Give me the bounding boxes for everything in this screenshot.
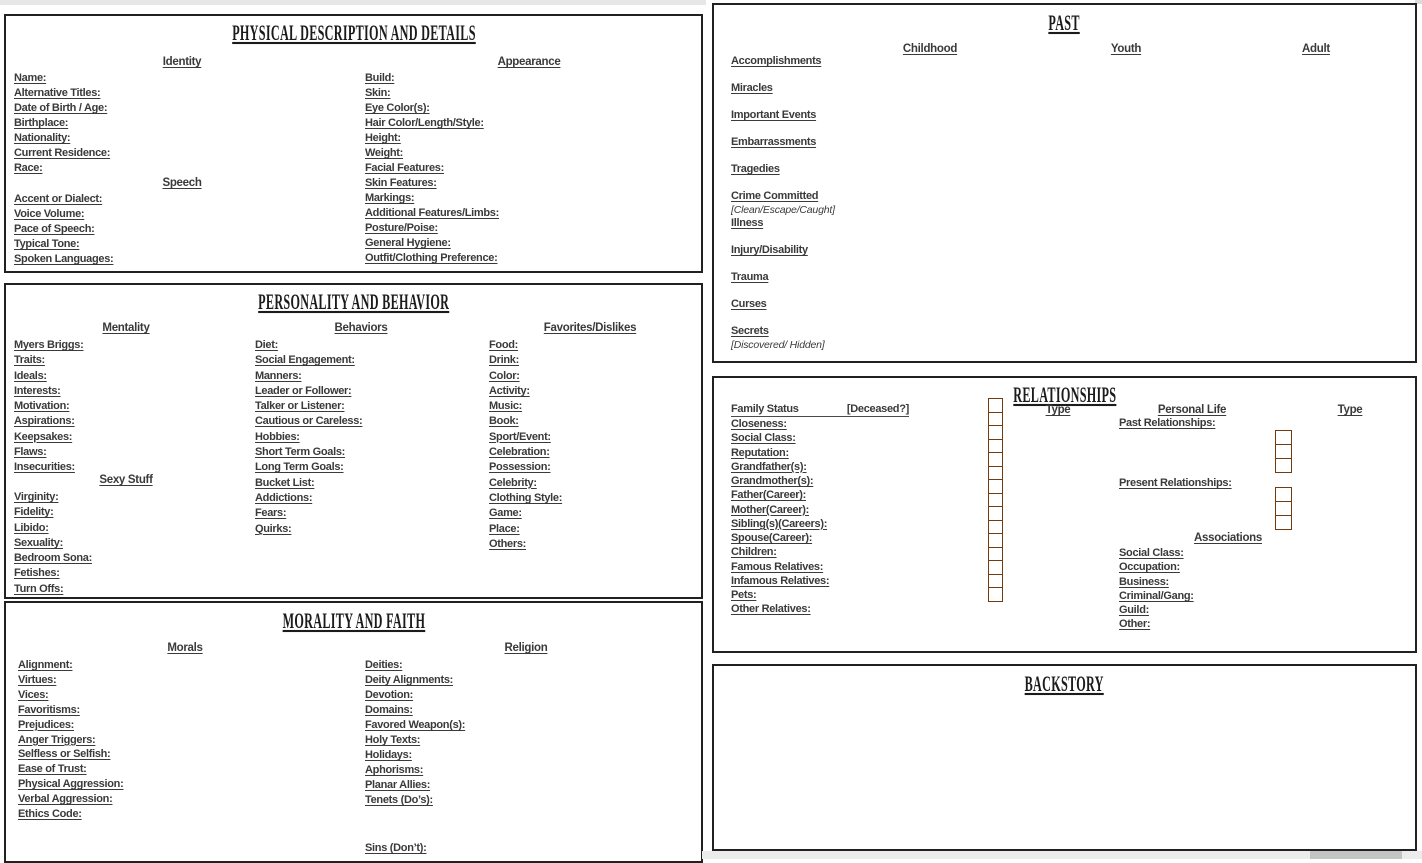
field-label: Favored Weapon(s): (365, 719, 466, 731)
field-label: Leader or Follower: (255, 384, 352, 397)
horizontal-scrollbar[interactable] (702, 851, 1422, 859)
field-label: Ease of Trust: (18, 763, 87, 776)
field-label: Voice Volume: (14, 208, 85, 220)
religion-fields (365, 658, 465, 808)
field-label: Prejudices: (18, 718, 75, 731)
field-label: Talker or Listener: (255, 400, 345, 413)
column-header-childhood: Childhood (902, 43, 958, 55)
field-label: Diet: (255, 339, 278, 351)
field-label: Grandfather(s): (731, 460, 807, 473)
field-label: Vices: (18, 688, 49, 701)
field-label: Color: (489, 369, 520, 382)
field-label: Holy Texts: (365, 734, 421, 746)
field-label: Addictions: (255, 491, 313, 504)
subheading-sexy-stuff: Sexy Stuff (99, 474, 153, 486)
field-label: Alternative Titles: (14, 87, 101, 99)
field-label: Other: (1119, 618, 1151, 631)
past-relationships-checkbox-column (1275, 431, 1292, 473)
field-label: Weight: (365, 147, 404, 159)
section-title-physical (6, 19, 701, 46)
field-label: Planar Allies: (365, 779, 431, 791)
field-label: Traits: (14, 354, 45, 367)
field-label: Bedroom Sona: (14, 552, 92, 565)
past-row (731, 298, 835, 325)
past-row (731, 55, 835, 82)
past-row (731, 325, 835, 352)
field-label: Skin: (365, 87, 391, 99)
field-label: Sport/Event: (489, 430, 551, 443)
horizontal-scrollbar-thumb[interactable] (1310, 851, 1402, 859)
sexy-stuff-fields (14, 490, 92, 597)
section-title-backstory (714, 670, 1415, 697)
field-label: Motivation: (14, 400, 70, 413)
section-physical-description (4, 14, 703, 273)
field-label: Build: (365, 72, 395, 84)
field-label: Sexuality: (14, 536, 63, 549)
morals-fields (18, 658, 123, 822)
family-status-header-line (731, 403, 909, 417)
field-label: Book: (489, 415, 519, 428)
checkbox-cell[interactable] (988, 547, 1003, 562)
field-label: Secrets (731, 325, 769, 337)
field-label: Children: (731, 546, 777, 559)
checkbox-cell[interactable] (988, 398, 1003, 413)
field-label: Business: (1119, 575, 1169, 588)
field-label: Height: (365, 132, 401, 144)
checkbox-cell[interactable] (988, 533, 1003, 548)
field-label: Hobbies: (255, 430, 300, 443)
section-backstory (712, 664, 1417, 851)
field-label: Guild: (1119, 604, 1149, 617)
past-row (731, 244, 835, 271)
appearance-fields (365, 71, 499, 266)
field-label: Deity Alignments: (365, 674, 454, 686)
type-header-left: Type (1045, 404, 1071, 416)
field-label: Short Term Goals: (255, 446, 346, 459)
field-label: Facial Features: (365, 162, 444, 174)
field-label: Favoritisms: (18, 703, 80, 716)
field-label: Interests: (14, 384, 61, 397)
field-label: Place: (489, 522, 520, 535)
field-label: Quirks: (255, 522, 292, 535)
checkbox-cell[interactable] (1275, 444, 1292, 459)
section-title-text: PAST (1048, 9, 1081, 36)
field-label: Name: (14, 72, 47, 84)
field-label: Selfless or Selfish: (18, 748, 111, 761)
column-header-adult: Adult (1302, 43, 1330, 55)
checkbox-cell[interactable] (1275, 458, 1292, 473)
identity-fields (14, 71, 110, 176)
mentality-fields (14, 338, 83, 476)
column-header-youth: Youth (1110, 43, 1142, 55)
family-fields (731, 417, 829, 617)
present-relationships-checkbox-column (1275, 488, 1292, 530)
window-top-edge (0, 0, 706, 5)
field-label: Food: (489, 339, 519, 351)
checkbox-cell[interactable] (1275, 487, 1292, 502)
checkbox-cell[interactable] (988, 452, 1003, 467)
subheading-identity: Identity (162, 56, 202, 68)
field-label: Current Residence: (14, 147, 111, 159)
section-title-text: RELATIONSHIPS (1012, 381, 1117, 408)
checkbox-cell[interactable] (988, 493, 1003, 508)
field-label: Pets: (731, 589, 757, 601)
field-label: Embarrassments (731, 136, 817, 148)
favorites-fields (489, 338, 562, 552)
field-label: Outfit/Clothing Preference: (365, 252, 498, 264)
field-label: Injury/Disability (731, 244, 808, 256)
subheading-appearance: Appearance (497, 56, 561, 68)
field-label: Markings: (365, 192, 415, 204)
checkbox-cell[interactable] (988, 425, 1003, 440)
field-label: Tragedies (731, 163, 780, 175)
field-label: Crime Committed (731, 190, 819, 202)
field-label: Criminal/Gang: (1119, 589, 1194, 602)
field-label: Libido: (14, 521, 49, 534)
field-label: Birthplace: (14, 117, 69, 129)
field-note: [Clean/Escape/Caught] (731, 203, 835, 216)
subheading-morals: Morals (167, 642, 203, 654)
section-personality-behavior (4, 283, 703, 599)
field-label: Celebrity: (489, 476, 537, 489)
field-note: [Discovered/ Hidden] (731, 338, 825, 351)
field-label: Typical Tone: (14, 238, 80, 250)
field-label: Game: (489, 507, 522, 520)
subheading-religion: Religion (504, 642, 548, 654)
past-row (731, 82, 835, 109)
field-label: Alignment: (18, 659, 73, 671)
field-label: Skin Features: (365, 177, 437, 189)
field-label: Spouse(Career): (731, 532, 813, 544)
section-title-text: MORALITY AND FAITH (282, 607, 425, 634)
subheading-behaviors: Behaviors (334, 322, 388, 334)
section-title-morality (6, 607, 701, 634)
checkbox-cell[interactable] (988, 560, 1003, 575)
field-label: Father(Career): (731, 489, 806, 502)
field-label: Physical Aggression: (18, 778, 124, 791)
field-label: Ethics Code: (18, 808, 82, 821)
field-label: Ideals: (14, 369, 47, 382)
subheading-speech: Speech (162, 177, 202, 189)
field-label: Deities: (365, 659, 403, 671)
field-label: Aphorisms: (365, 764, 424, 776)
field-label: Keepsakes: (14, 430, 73, 443)
field-label: Turn Offs: (14, 582, 64, 595)
subheading-favorites-dislikes: Favorites/Dislikes (543, 322, 637, 334)
field-label: Mother(Career): (731, 503, 810, 516)
field-label: General Hygiene: (365, 237, 451, 249)
family-status-header: Family Status (731, 403, 799, 415)
section-title-text: PHYSICAL DESCRIPTION AND DETAILS (231, 19, 476, 46)
deceased-header: [Deceased?] (846, 403, 909, 415)
field-label: Accent or Dialect: (14, 193, 103, 205)
field-label: Activity: (489, 384, 530, 397)
field-label: Myers Briggs: (14, 339, 84, 351)
field-label: Manners: (255, 369, 302, 382)
section-morality-faith (4, 601, 703, 863)
field-label: Miracles (731, 82, 773, 94)
field-label: Fears: (255, 507, 287, 520)
field-label: Tenets (Do’s): (365, 794, 433, 806)
field-label: Spoken Languages: (14, 253, 114, 265)
field-label: Infamous Relatives: (731, 574, 830, 587)
present-relationships-label: Present Relationships: (1119, 477, 1232, 489)
field-label: Holidays: (365, 749, 412, 761)
field-label: Hair Color/Length/Style: (365, 117, 484, 129)
field-label: Cautious or Careless: (255, 415, 363, 428)
field-label: Devotion: (365, 689, 414, 701)
field-label: Drink: (489, 354, 519, 367)
past-relationships-label: Past Relationships: (1119, 417, 1216, 429)
field-label: Eye Color(s): (365, 102, 430, 114)
checkbox-cell[interactable] (988, 439, 1003, 454)
subheading-mentality: Mentality (102, 322, 150, 334)
field-label: Fidelity: (14, 506, 54, 519)
field-label: Trauma (731, 271, 769, 283)
field-label: Sibling(s)(Careers): (731, 517, 828, 530)
field-label: Clothing Style: (489, 491, 563, 504)
field-label: Celebration: (489, 446, 550, 459)
association-fields (1119, 546, 1194, 632)
speech-fields (14, 192, 113, 267)
checkbox-cell[interactable] (988, 587, 1003, 602)
field-label: Reputation: (731, 446, 789, 459)
field-label: Social Class: (1119, 547, 1184, 559)
field-label: Occupation: (1119, 561, 1180, 574)
checkbox-cell[interactable] (988, 412, 1003, 427)
past-row (731, 271, 835, 298)
field-label: Important Events (731, 109, 817, 121)
past-row-labels (731, 55, 835, 352)
past-row (731, 163, 835, 190)
section-title-past (714, 9, 1415, 36)
field-label: Bucket List: (255, 476, 315, 489)
field-label: Long Term Goals: (255, 461, 344, 474)
field-label: Additional Features/Limbs: (365, 207, 499, 219)
field-label: Social Engagement: (255, 354, 355, 367)
field-label: Insecurities: (14, 461, 75, 474)
field-label: Accomplishments (731, 55, 822, 67)
section-relationships (712, 376, 1417, 653)
field-label: Posture/Poise: (365, 222, 438, 234)
field-label: Other Relatives: (731, 603, 811, 616)
field-label: Pace of Speech: (14, 223, 95, 235)
section-title-text: PERSONALITY AND BEHAVIOR (257, 288, 450, 315)
checkbox-cell[interactable] (988, 466, 1003, 481)
past-row (731, 109, 835, 136)
field-label: Nationality: (14, 132, 71, 144)
checkbox-cell[interactable] (1275, 430, 1292, 445)
field-label: Music: (489, 400, 523, 413)
sins-label: Sins (Don’t): (365, 842, 427, 854)
checkbox-cell[interactable] (1275, 515, 1292, 530)
section-past (712, 3, 1417, 363)
field-label: Others: (489, 537, 527, 550)
field-label: Race: (14, 162, 43, 174)
field-label: Illness (731, 217, 764, 229)
checkbox-cell[interactable] (988, 520, 1003, 535)
field-label: Social Class: (731, 432, 796, 445)
field-label: Aspirations: (14, 415, 75, 428)
field-label: Flaws: (14, 446, 47, 459)
type-header-right: Type (1337, 404, 1363, 416)
behaviors-fields (255, 338, 362, 537)
section-title-relationships (714, 381, 1415, 408)
personal-life-header: Personal Life (1157, 404, 1227, 416)
field-label: Grandmother(s): (731, 475, 814, 487)
checkbox-cell[interactable] (988, 479, 1003, 494)
field-label: Date of Birth / Age: (14, 102, 108, 114)
checkbox-cell[interactable] (988, 574, 1003, 589)
checkbox-cell[interactable] (988, 506, 1003, 521)
field-label: Fetishes: (14, 567, 60, 580)
field-label: Curses (731, 298, 767, 310)
checkbox-cell[interactable] (1275, 501, 1292, 516)
field-label: Famous Relatives: (731, 560, 824, 573)
past-row (731, 136, 835, 163)
past-row (731, 190, 835, 217)
field-label: Virginity: (14, 491, 59, 503)
field-label: Anger Triggers: (18, 733, 96, 746)
section-title-text: BACKSTORY (1024, 670, 1105, 697)
field-label: Domains: (365, 704, 413, 716)
past-row (731, 217, 835, 244)
field-label: Possession: (489, 461, 551, 474)
family-deceased-checkbox-column (988, 399, 1003, 602)
section-title-personality (6, 288, 701, 315)
subheading-associations: Associations (1194, 532, 1262, 544)
field-label: Closeness: (731, 418, 787, 430)
field-label: Verbal Aggression: (18, 793, 113, 806)
field-label: Virtues: (18, 673, 57, 686)
